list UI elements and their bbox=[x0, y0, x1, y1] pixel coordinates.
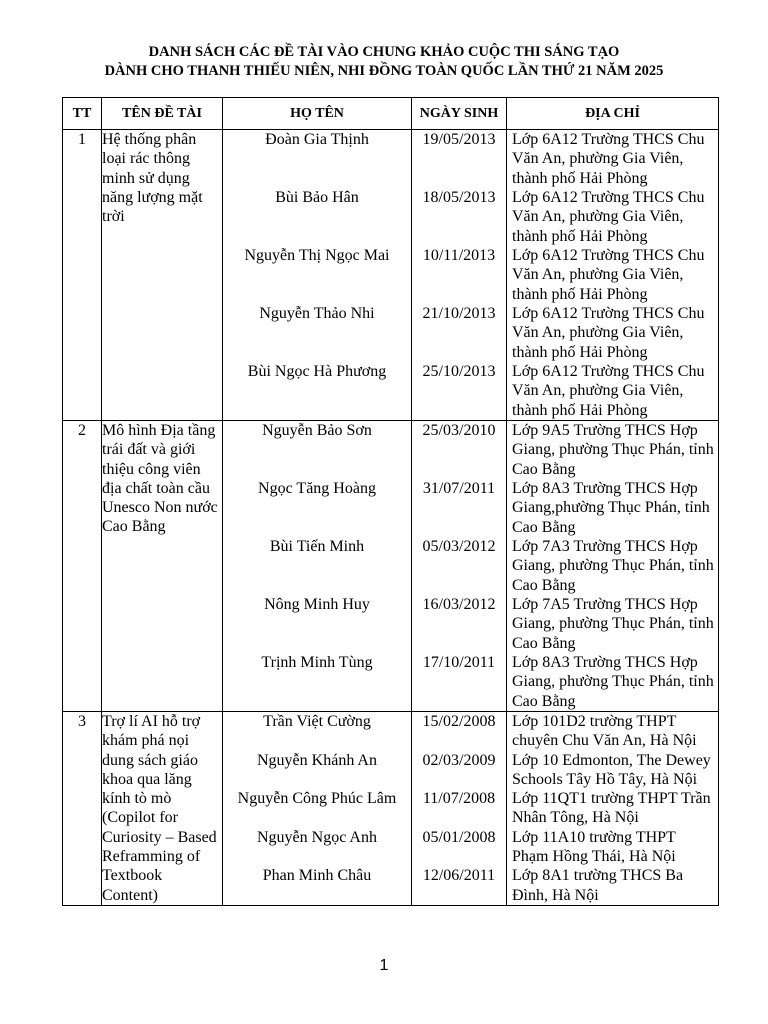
member-dob: 25/10/2013 bbox=[422, 363, 496, 380]
member-address: Lớp 6A12 Trường THCS Chu Văn An, phường Gia Viên, thành phố Hải Phòng bbox=[512, 305, 705, 361]
member-address: Lớp 8A3 Trường THCS Hợp Giang,phường Thục Phán, tỉnh Cao Bằng bbox=[512, 480, 710, 536]
member-address: Lớp 6A12 Trường THCS Chu Văn An, phường Gia Viên, thành phố Hải Phòng bbox=[512, 247, 705, 303]
member-dob: 05/03/2012 bbox=[422, 538, 496, 555]
topic-cell: Mô hình Địa tầng trái đất và giới thiệu công viên địa chất toàn cầu Unesco Non nước Cao Bằng bbox=[102, 421, 223, 712]
dob-cell bbox=[412, 421, 507, 712]
member-address: Lớp 11A10 trường THPT Phạm Hồng Thái, Hà Nội bbox=[512, 828, 676, 866]
member-name: Nguyễn Khánh An bbox=[257, 751, 377, 769]
table-row bbox=[63, 130, 719, 421]
member-dob: 11/07/2008 bbox=[422, 790, 496, 808]
names-cell bbox=[223, 421, 412, 712]
document-title-line-2: DÀNH CHO THANH THIẾU NIÊN, NHI ĐỒNG TOÀN QUỐC LẦN THỨ 21 NĂM 2025 bbox=[104, 63, 664, 79]
table-header-row bbox=[63, 98, 719, 130]
row-number: 1 bbox=[63, 130, 102, 421]
header-topic: TÊN ĐỀ TÀI bbox=[102, 98, 223, 130]
names-cell bbox=[223, 130, 412, 421]
member-name: Trần Việt Cường bbox=[263, 713, 371, 730]
member-address: Lớp 10 Edmonton, The Dewey Schools Tây Hồ Tây, Hà Nội bbox=[512, 751, 711, 788]
finalist-table bbox=[62, 97, 719, 906]
row-number: 2 bbox=[63, 421, 102, 712]
member-address: Lớp 7A5 Trường THCS Hợp Giang, phường Thục Phán, tỉnh Cao Bằng bbox=[512, 596, 714, 652]
member-name: Bùi Tiến Minh bbox=[269, 538, 365, 555]
member-dob: 31/07/2011 bbox=[422, 480, 496, 497]
member-dob: 17/10/2011 bbox=[422, 654, 496, 671]
header-tt: TT bbox=[63, 98, 102, 130]
member-address: Lớp 11QT1 trường THPT Trần Nhân Tông, Hà Nội bbox=[512, 790, 711, 827]
member-name: Nguyễn Công Phúc Lâm bbox=[237, 790, 397, 808]
member-address: Lớp 8A1 trường THCS Ba Đình, Hà Nội bbox=[512, 867, 684, 904]
dob-cell bbox=[412, 130, 507, 421]
page-number: 1 bbox=[379, 957, 389, 974]
header-address: ĐỊA CHỈ bbox=[507, 98, 719, 130]
member-name: Nguyễn Bảo Sơn bbox=[262, 422, 372, 439]
member-dob: 05/01/2008 bbox=[422, 828, 496, 846]
member-name: Trịnh Minh Tùng bbox=[261, 654, 373, 671]
table-row bbox=[63, 421, 719, 712]
member-address: Lớp 6A12 Trường THCS Chu Văn An, phường Gia Viên, thành phố Hải Phòng bbox=[512, 363, 705, 419]
member-dob: 12/06/2011 bbox=[422, 867, 496, 885]
member-dob: 19/05/2013 bbox=[422, 131, 496, 148]
member-dob: 18/05/2013 bbox=[422, 189, 496, 206]
names-cell bbox=[223, 712, 412, 906]
table-row bbox=[63, 712, 719, 906]
member-dob: 02/03/2009 bbox=[422, 751, 496, 769]
member-address: Lớp 8A3 Trường THCS Hợp Giang, phường Thục Phán, tỉnh Cao Bằng bbox=[512, 654, 714, 710]
topic-cell: Hệ thống phân loại rác thông minh sử dụng năng lượng mặt trời bbox=[102, 130, 223, 421]
member-dob: 10/11/2013 bbox=[422, 247, 496, 264]
member-name: Bùi Bảo Hân bbox=[275, 189, 359, 206]
member-dob: 15/02/2008 bbox=[422, 713, 496, 730]
member-name: Đoàn Gia Thịnh bbox=[265, 131, 369, 148]
address-cell bbox=[507, 421, 719, 712]
member-address: Lớp 101D2 trường THPT chuyên Chu Văn An, Hà Nội bbox=[512, 713, 697, 750]
member-address: Lớp 6A12 Trường THCS Chu Văn An, phường Gia Viên, thành phố Hải Phòng bbox=[512, 131, 705, 187]
address-cell bbox=[507, 130, 719, 421]
member-name: Bùi Ngọc Hà Phương bbox=[247, 363, 387, 380]
member-name: Nguyễn Thị Ngọc Mai bbox=[244, 247, 390, 264]
member-dob: 25/03/2010 bbox=[422, 422, 496, 439]
member-name: Phan Minh Châu bbox=[262, 867, 372, 885]
header-name: HỌ TÊN bbox=[223, 98, 412, 130]
member-address: Lớp 9A5 Trường THCS Hợp Giang, phường Thục Phán, tỉnh Cao Bằng bbox=[512, 422, 714, 478]
member-name: Nguyễn Thảo Nhi bbox=[259, 305, 375, 322]
dob-cell bbox=[412, 712, 507, 906]
address-cell bbox=[507, 712, 719, 906]
member-dob: 21/10/2013 bbox=[422, 305, 496, 322]
member-name: Nguyễn Ngọc Anh bbox=[257, 828, 377, 846]
member-address: Lớp 6A12 Trường THCS Chu Văn An, phường Gia Viên, thành phố Hải Phòng bbox=[512, 189, 705, 245]
document-title-line-1: DANH SÁCH CÁC ĐỀ TÀI VÀO CHUNG KHẢO CUỘC THI SÁNG TẠO bbox=[148, 44, 620, 60]
member-address: Lớp 7A3 Trường THCS Hợp Giang, phường Thục Phán, tỉnh Cao Bằng bbox=[512, 538, 714, 594]
member-dob: 16/03/2012 bbox=[422, 596, 496, 613]
topic-cell: Trợ lí AI hỗ trợ khám phá nọi dung sách giáo khoa qua lăng kính tò mò (Copilot for Curiosity – Based Reframming of Textbook Content) bbox=[102, 712, 223, 906]
row-number: 3 bbox=[63, 712, 102, 906]
header-dob: NGÀY SINH bbox=[412, 98, 507, 130]
member-name: Ngọc Tăng Hoàng bbox=[258, 480, 376, 497]
member-name: Nông Minh Huy bbox=[264, 596, 370, 613]
